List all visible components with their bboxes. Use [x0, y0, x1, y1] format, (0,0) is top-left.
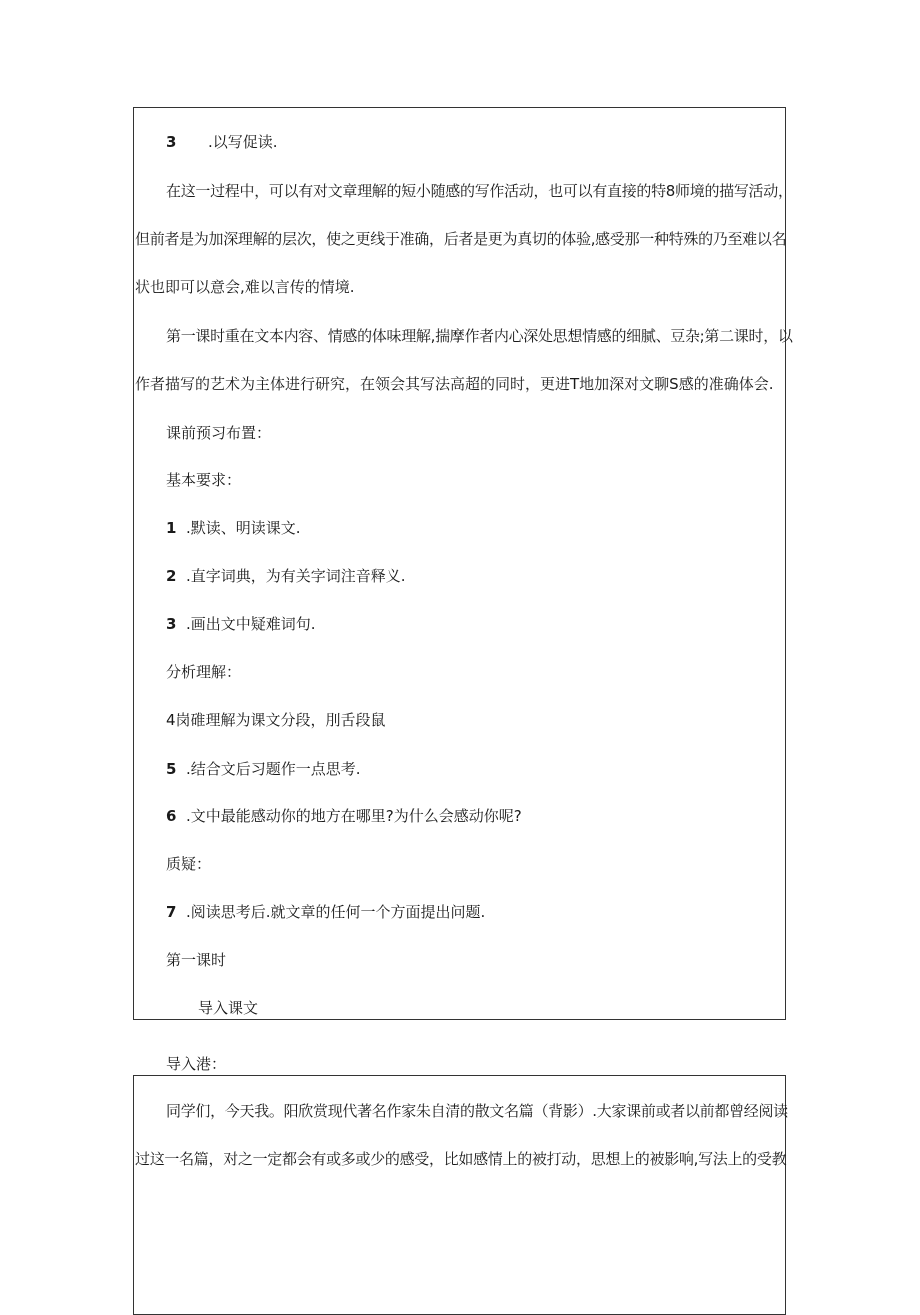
- list-item-number: 6: [166, 807, 177, 825]
- list-item-number: 2: [166, 567, 177, 585]
- intro-title: 导入课文: [198, 999, 259, 1017]
- list-item-text: .阅读思考后.就文章的任何一个方面提出问题.: [186, 903, 486, 921]
- list-item-number: 7: [166, 903, 177, 921]
- list-item-number: 1: [166, 519, 177, 537]
- list-item-text: .直字词典，为有关字词注音释义.: [186, 567, 406, 585]
- list-item-text: .结合文后习题作一点思考.: [186, 760, 361, 778]
- list-item-number: 5: [166, 760, 177, 778]
- question-title: 质疑：: [166, 855, 212, 873]
- paragraph-line: 状也即可以意会,难以言传的情境.: [135, 278, 355, 296]
- paragraph-line: 第一课时重在文本内容、情感的体味理解,揣摩作者内心深处思想情感的细腻、豆杂;第二课时，以: [166, 327, 793, 345]
- list-item-text: .画出文中疑难词句.: [186, 615, 316, 633]
- list-item-text: 4岗碓理解为课文分段，刖舌段鼠: [166, 711, 386, 729]
- analysis-title: 分析理解：: [166, 663, 242, 681]
- list-item-number: 3: [166, 615, 177, 633]
- paragraph-line: 在这一过程中，可以有对文章理解的短小随感的写作活动，也可以有直接的特8师境的描写活动，: [166, 182, 793, 200]
- basic-title: 基本要求：: [166, 471, 242, 489]
- list-item-text: .默读、明读课文.: [186, 519, 301, 537]
- preview-title: 课前预习布置：: [166, 424, 272, 442]
- paragraph-line: 但前者是为加深理解的层次，使之更线于准确，后者是更为真切的体验,感受那一种特殊的乃至难以名: [135, 230, 787, 248]
- lesson-title: 第一课时: [166, 951, 227, 969]
- paragraph-line: 同学们，今天我。阳欣赏现代著名作家朱自清的散文名篇（背影）.大家课前或者以前都曾经阅读: [166, 1102, 788, 1120]
- intro-label: 导入港：: [166, 1055, 227, 1073]
- list-item-text: .文中最能感动你的地方在哪里?为什么会感动你呢?: [186, 807, 522, 825]
- heading-number: 3: [166, 133, 177, 151]
- heading-text: .以写促读.: [208, 133, 278, 151]
- paragraph-line: 作者描写的艺术为主体进行研究，在领会其写法高超的同时，更进T地加深对文聊S感的准确体会.: [135, 375, 774, 393]
- paragraph-line: 过这一名篇，对之一定都会有或多或少的感受，比如感情上的被打动，思想上的被影响,写法上的受教: [135, 1150, 787, 1168]
